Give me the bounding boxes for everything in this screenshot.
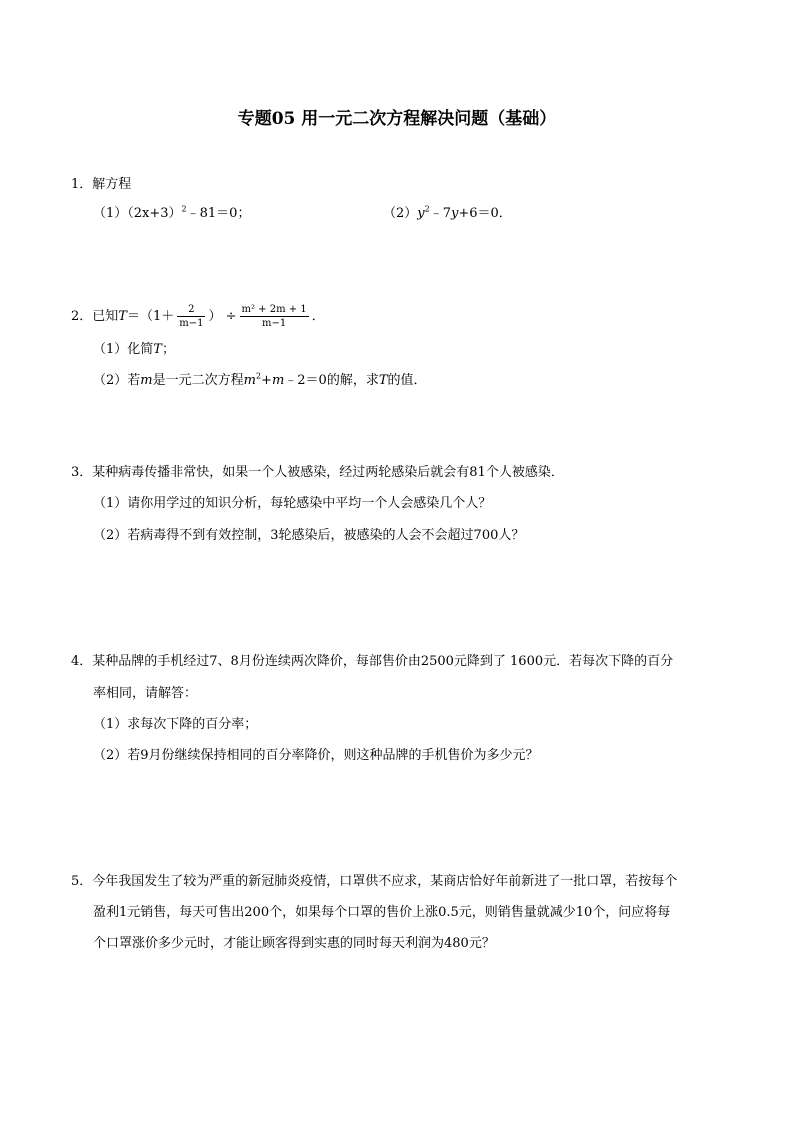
question-5-stem-cont-2: 个口罩涨价多少元时，才能让顾客得到实惠的同时每天利润为480元？	[93, 936, 495, 951]
question-2-stem: 2．已知T＝（1＋ $\frac{2}{m-1}$ ） ÷ $\frac{\text{m² + 2m + 1}}{m-1}$ ．	[71, 304, 325, 329]
question-4-part-2: （2）若9月份继续保持相同的百分率降价，则这种品牌的手机售价为多少元？	[93, 748, 539, 763]
question-2-part-2: （2）若m是一元二次方程$m^2+m﹣2=0$的解，求T的值．	[93, 371, 427, 388]
question-5-stem: 5．今年我国发生了较为严重的新冠肺炎疫情，口罩供不应求，某商店恰好年前新进了一批口罩，若按每个	[71, 874, 678, 889]
question-3-part-1: （1）请你用学过的知识分析，每轮感染中平均一个人会感染几个人？	[93, 496, 492, 511]
question-3-part-2: （2）若病毒得不到有效控制，3轮感染后，被感染的人会不会超过700人？	[93, 528, 525, 543]
page-title: 专题05 用一元二次方程解决问题（基础）	[237, 109, 557, 129]
question-5-stem-cont-1: 盈利1元销售，每天可售出200个，如果每个口罩的售价上涨0.5元，则销售量就减少10个，问应将每	[93, 905, 671, 920]
question-1-part-2: $(2)y^2﹣7y+6=0$．	[383, 204, 512, 221]
fraction-quadratic-over-m-minus-1: $\frac{\text{m² + 2m + 1}}{m-1}$	[241, 304, 307, 329]
question-text: 解方程	[92, 177, 132, 192]
question-1-part-1: $(1)(2x+3)^2﹣81=0$；	[93, 204, 251, 221]
question-number: 2．	[71, 309, 93, 324]
question-1-stem	[71, 176, 131, 194]
question-3-stem: 3．某种病毒传播非常快，如果一个人被感染，经过两轮感染后就会有81个人被感染．	[71, 465, 564, 480]
question-4-part-1: （1）求每次下降的百分率；	[93, 717, 258, 732]
question-number: 1．	[71, 177, 93, 192]
question-4-stem: 4．某种品牌的手机经过7、8月份连续两次降价，每部售价由2500元降到了 1600元．若每次下降的百分	[71, 654, 674, 669]
question-4-stem-cont: 率相同，请解答：	[93, 686, 198, 701]
question-number: 5．	[71, 874, 93, 889]
question-number: 4．	[71, 654, 93, 669]
question-number: 3．	[71, 465, 93, 480]
question-2-part-1: （1）化简T；	[93, 342, 175, 357]
fraction-2-over-m-minus-1: $\frac{2}{m-1}$	[179, 304, 204, 329]
